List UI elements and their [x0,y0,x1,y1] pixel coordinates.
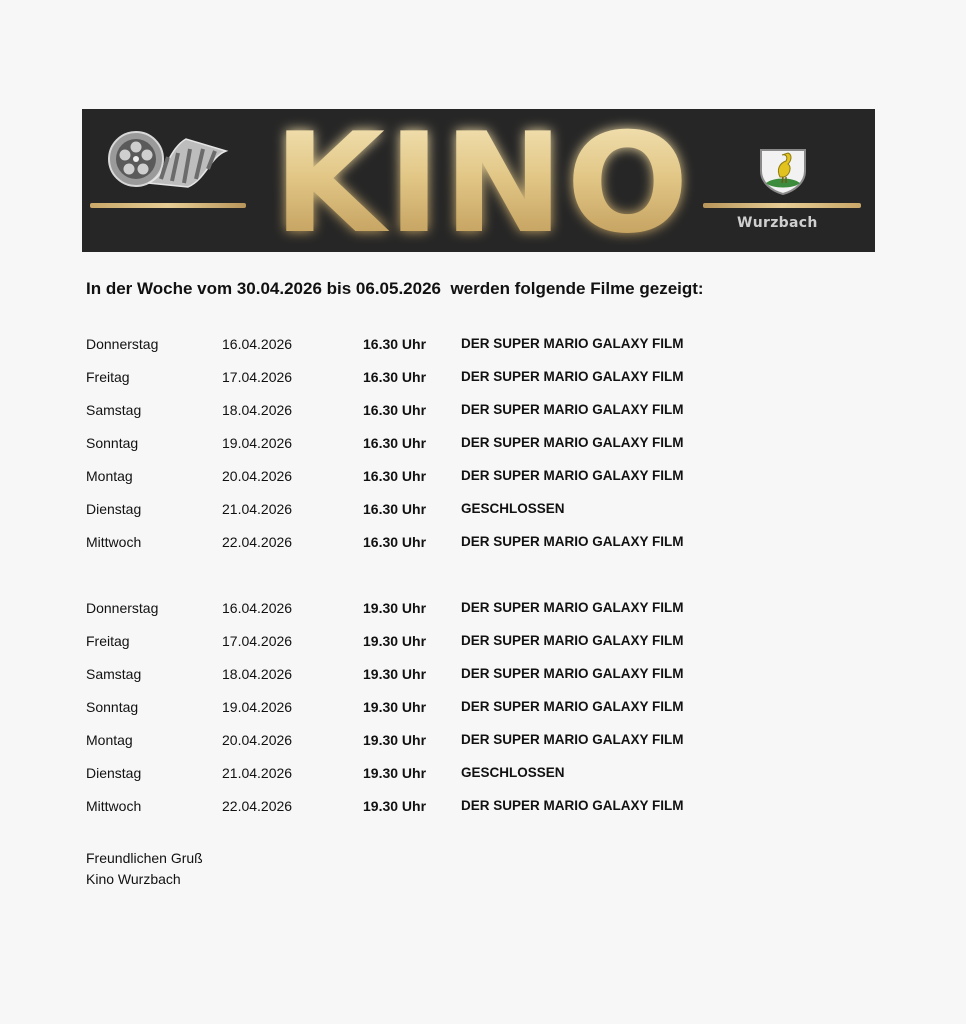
row-day: Donnerstag [86,336,159,352]
row-film: DER SUPER MARIO GALAXY FILM [461,666,684,681]
row-film: DER SUPER MARIO GALAXY FILM [461,369,684,384]
row-film: DER SUPER MARIO GALAXY FILM [461,402,684,417]
row-date: 21.04.2026 [222,501,293,517]
schedule-row [0,501,966,521]
kino-logo-text: KINO [273,113,691,245]
row-date: 16.04.2026 [222,600,293,616]
row-day: Dienstag [86,765,142,781]
row-film: DER SUPER MARIO GALAXY FILM [461,534,684,549]
row-date: 20.04.2026 [222,732,293,748]
row-date: 20.04.2026 [222,468,293,484]
schedule-row [0,732,966,752]
schedule-row [0,336,966,356]
row-film: GESCHLOSSEN [461,501,565,516]
row-time: 16.30 Uhr [363,336,427,352]
row-date: 22.04.2026 [222,534,293,550]
row-day: Dienstag [86,501,142,517]
schedule-row [0,534,966,554]
film-reel-icon [106,127,236,191]
schedule-row [0,435,966,455]
row-time: 16.30 Uhr [363,534,427,550]
schedule-row [0,633,966,653]
row-film: DER SUPER MARIO GALAXY FILM [461,798,684,813]
closing-greeting: Freundlichen Gruß [86,850,203,866]
kino-logo [262,113,702,245]
banner-place-name: Wurzbach [737,215,818,231]
row-time: 19.30 Uhr [363,732,427,748]
row-time: 16.30 Uhr [363,402,427,418]
row-date: 16.04.2026 [222,336,293,352]
schedule-row [0,666,966,686]
row-time: 19.30 Uhr [363,699,427,715]
row-day: Freitag [86,633,130,649]
row-time: 19.30 Uhr [363,765,427,781]
kino-banner [82,109,875,252]
row-date: 19.04.2026 [222,435,293,451]
page-heading: In der Woche vom 30.04.2026 bis 06.05.2026 werden folgende Filme gezeigt: [86,279,704,298]
row-day: Samstag [86,402,142,418]
row-date: 21.04.2026 [222,765,293,781]
row-film: GESCHLOSSEN [461,765,565,780]
schedule-row [0,369,966,389]
schedule-row [0,468,966,488]
row-film: DER SUPER MARIO GALAXY FILM [461,633,684,648]
row-time: 19.30 Uhr [363,600,427,616]
row-time: 16.30 Uhr [363,468,427,484]
row-film: DER SUPER MARIO GALAXY FILM [461,336,684,351]
row-date: 17.04.2026 [222,633,293,649]
row-time: 19.30 Uhr [363,798,427,814]
row-time: 16.30 Uhr [363,435,427,451]
schedule-row [0,798,966,818]
row-day: Mittwoch [86,798,142,814]
row-day: Montag [86,468,133,484]
row-day: Sonntag [86,435,139,451]
coat-of-arms-heron-icon [758,147,808,195]
row-day: Sonntag [86,699,139,715]
row-time: 19.30 Uhr [363,666,427,682]
row-film: DER SUPER MARIO GALAXY FILM [461,732,684,747]
schedule-row [0,600,966,620]
row-date: 18.04.2026 [222,666,293,682]
banner-divider-left [90,203,246,208]
schedule-row [0,765,966,785]
row-film: DER SUPER MARIO GALAXY FILM [461,468,684,483]
row-day: Freitag [86,369,130,385]
row-time: 19.30 Uhr [363,633,427,649]
row-date: 19.04.2026 [222,699,293,715]
banner-divider-right [703,203,861,208]
row-time: 16.30 Uhr [363,501,427,517]
row-day: Montag [86,732,133,748]
schedule-row [0,699,966,719]
row-film: DER SUPER MARIO GALAXY FILM [461,600,684,615]
row-date: 17.04.2026 [222,369,293,385]
row-time: 16.30 Uhr [363,369,427,385]
row-day: Mittwoch [86,534,142,550]
closing-signature: Kino Wurzbach [86,871,181,887]
row-date: 18.04.2026 [222,402,293,418]
row-film: DER SUPER MARIO GALAXY FILM [461,435,684,450]
row-film: DER SUPER MARIO GALAXY FILM [461,699,684,714]
row-day: Donnerstag [86,600,159,616]
schedule-row [0,402,966,422]
row-day: Samstag [86,666,142,682]
row-date: 22.04.2026 [222,798,293,814]
